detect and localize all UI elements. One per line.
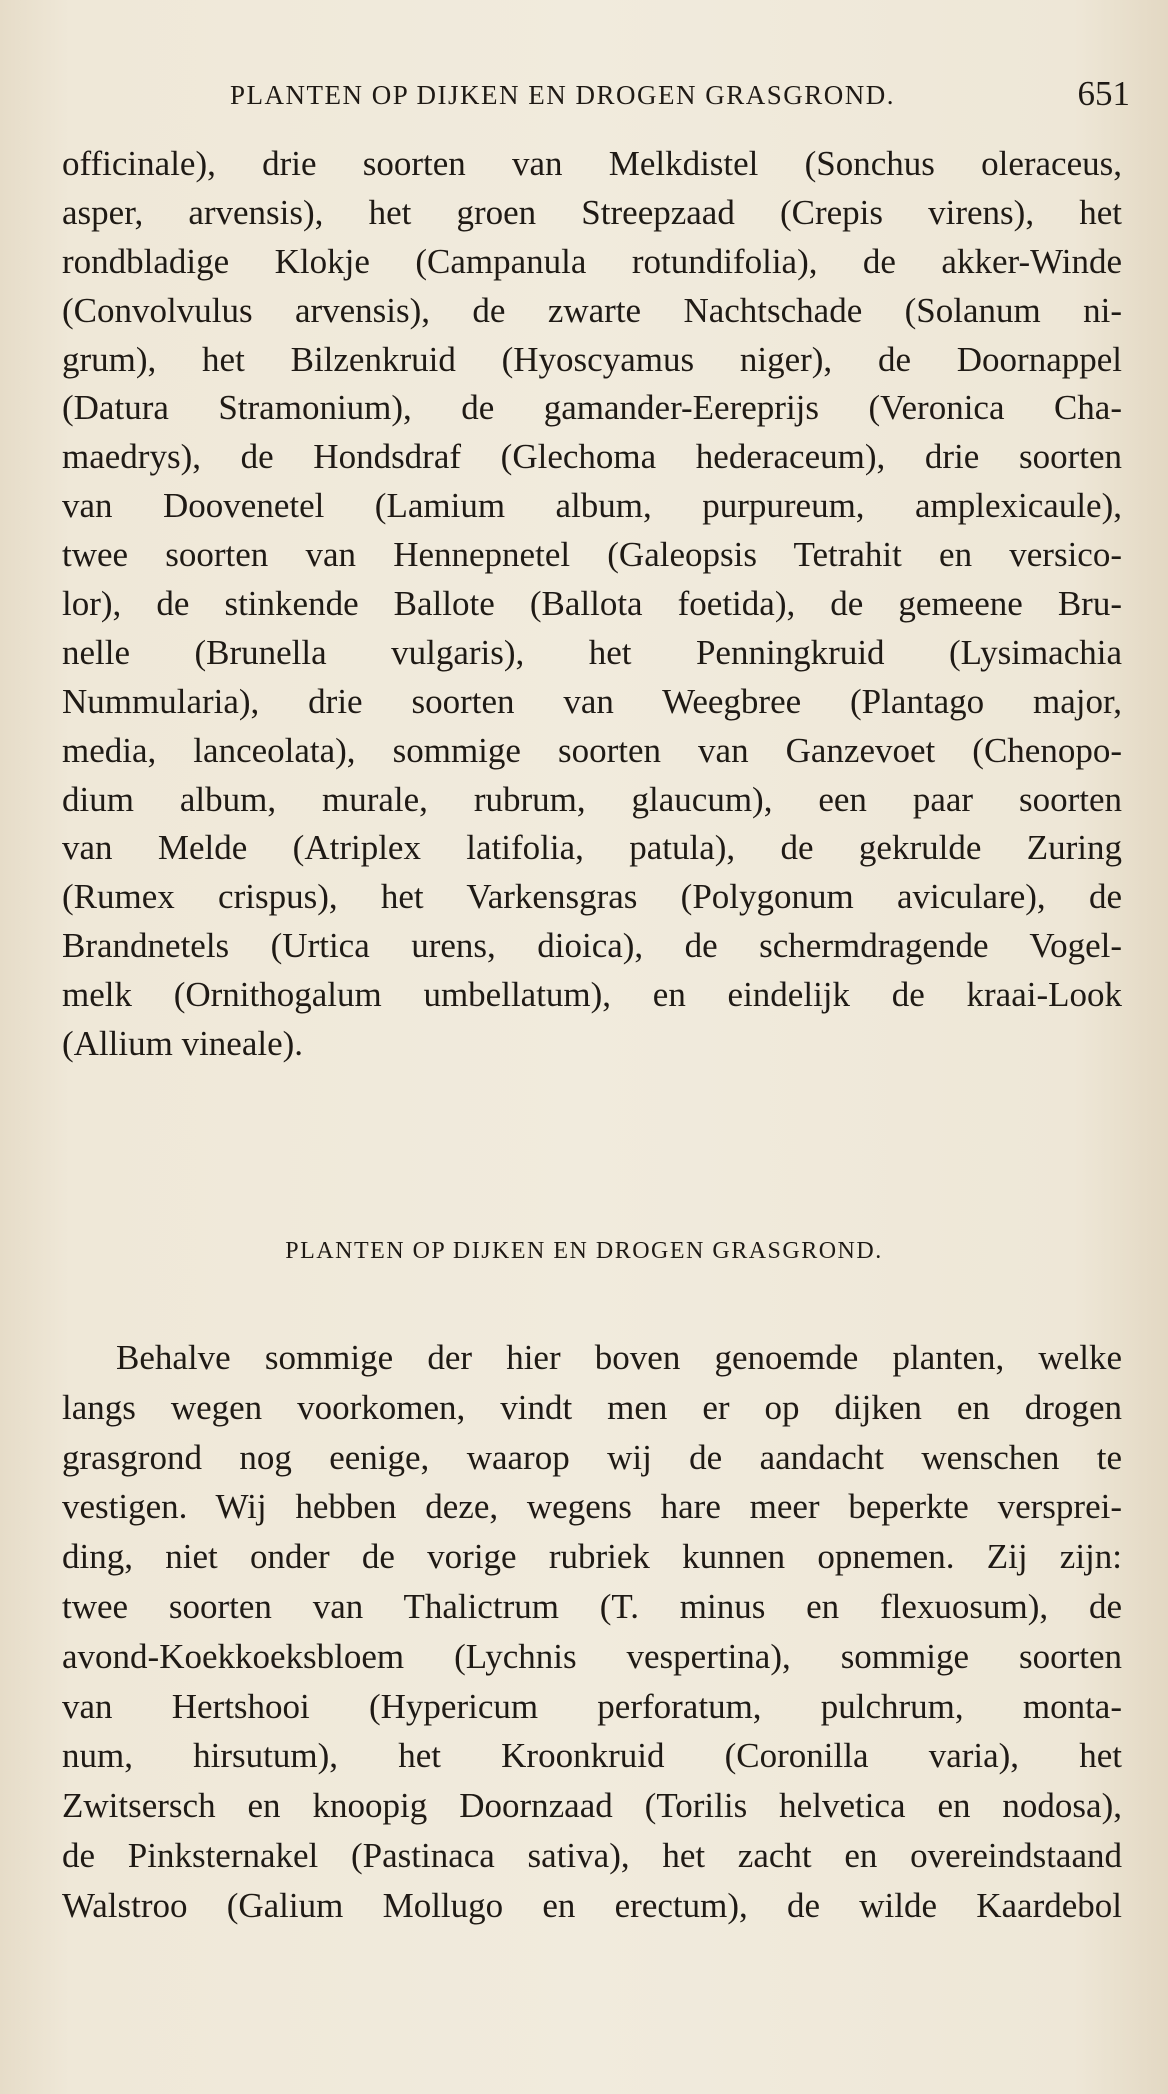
section-heading: PLANTEN OP DIJKEN EN DROGEN GRASGROND. — [285, 1238, 883, 1264]
page-header — [230, 74, 1130, 124]
text-line: num, hirsutum), het Kroonkruid (Coronilla varia), het — [62, 1736, 1122, 1776]
text-line: lor), de stinkende Ballote (Ballota foetida), de gemeene Bru- — [62, 584, 1122, 624]
page-number: 651 — [1077, 74, 1130, 113]
text-line: nelle (Brunella vulgaris), het Penningkruid (Lysimachia — [62, 632, 1122, 672]
text-line: de Pinksternakel (Pastinaca sativa), het zacht en overeindstaand — [62, 1835, 1122, 1875]
running-head: PLANTEN OP DIJKEN EN DROGEN GRASGROND. — [230, 80, 896, 110]
text-line: van Hertshooi (Hypericum perforatum, pulchrum, monta- — [62, 1686, 1122, 1726]
text-line: (Datura Stramonium), de gamander-Eereprijs (Veronica Cha- — [62, 388, 1122, 428]
text-line: officinale), drie soorten van Melkdistel (Sonchus oleraceus, — [62, 144, 1122, 183]
text-line: (Convolvulus arvensis), de zwarte Nachtschade (Solanum ni- — [62, 290, 1122, 330]
text-line: media, lanceolata), sommige soorten van Ganzevoet (Chenopo- — [62, 730, 1122, 770]
text-line: rondbladige Klokje (Campanula rotundifolia), de akker-Winde — [62, 241, 1122, 281]
text-line: maedrys), de Hondsdraf (Glechoma hederaceum), drie soorten — [62, 437, 1122, 477]
text-line: vestigen. Wij hebben deze, wegens hare meer beperkte versprei- — [62, 1487, 1122, 1527]
paragraph-plant-list — [62, 140, 1122, 1069]
text-line: Behalve sommige der hier boven genoemde planten, welke — [116, 1338, 1122, 1377]
paragraph-dikes-grassland — [62, 1333, 1122, 1931]
text-line: grasgrond nog eenige, waarop wij de aandacht wenschen te — [62, 1437, 1122, 1477]
text-line: (Allium vineale). — [62, 1024, 304, 1064]
text-line: Zwitsersch en knoopig Doornzaad (Torilis helvetica en nodosa), — [62, 1786, 1122, 1826]
text-line: van Melde (Atriplex latifolia, patula), de gekrulde Zuring — [62, 828, 1122, 868]
text-line: van Doovenetel (Lamium album, purpureum, amplexicaule), — [62, 486, 1122, 526]
text-line: melk (Ornithogalum umbellatum), en eindelijk de kraai-Look — [62, 975, 1122, 1015]
text-line: Walstroo (Galium Mollugo en erectum), de wilde Kaardebol — [62, 1885, 1122, 1925]
text-line: twee soorten van Hennepnetel (Galeopsis Tetrahit en versico- — [62, 535, 1122, 575]
text-line: dium album, murale, rubrum, glaucum), een paar soorten — [62, 779, 1122, 819]
text-line: asper, arvensis), het groen Streepzaad (Crepis virens), het — [62, 192, 1122, 232]
text-line: (Rumex crispus), het Varkensgras (Polygonum aviculare), de — [62, 877, 1122, 917]
text-line: ding, niet onder de vorige rubriek kunnen opnemen. Zij zijn: — [62, 1537, 1122, 1577]
text-line: langs wegen voorkomen, vindt men er op dijken en drogen — [62, 1387, 1122, 1427]
text-line: Brandnetels (Urtica urens, dioica), de schermdragende Vogel- — [62, 926, 1122, 966]
text-line: grum), het Bilzenkruid (Hyoscyamus niger), de Doornappel — [62, 339, 1122, 379]
text-line: avond-Koekkoeksbloem (Lychnis vespertina), sommige soorten — [62, 1636, 1122, 1676]
text-line: Nummularia), drie soorten van Weegbree (Plantago major, — [62, 681, 1122, 721]
text-line: twee soorten van Thalictrum (T. minus en flexuosum), de — [62, 1586, 1122, 1626]
